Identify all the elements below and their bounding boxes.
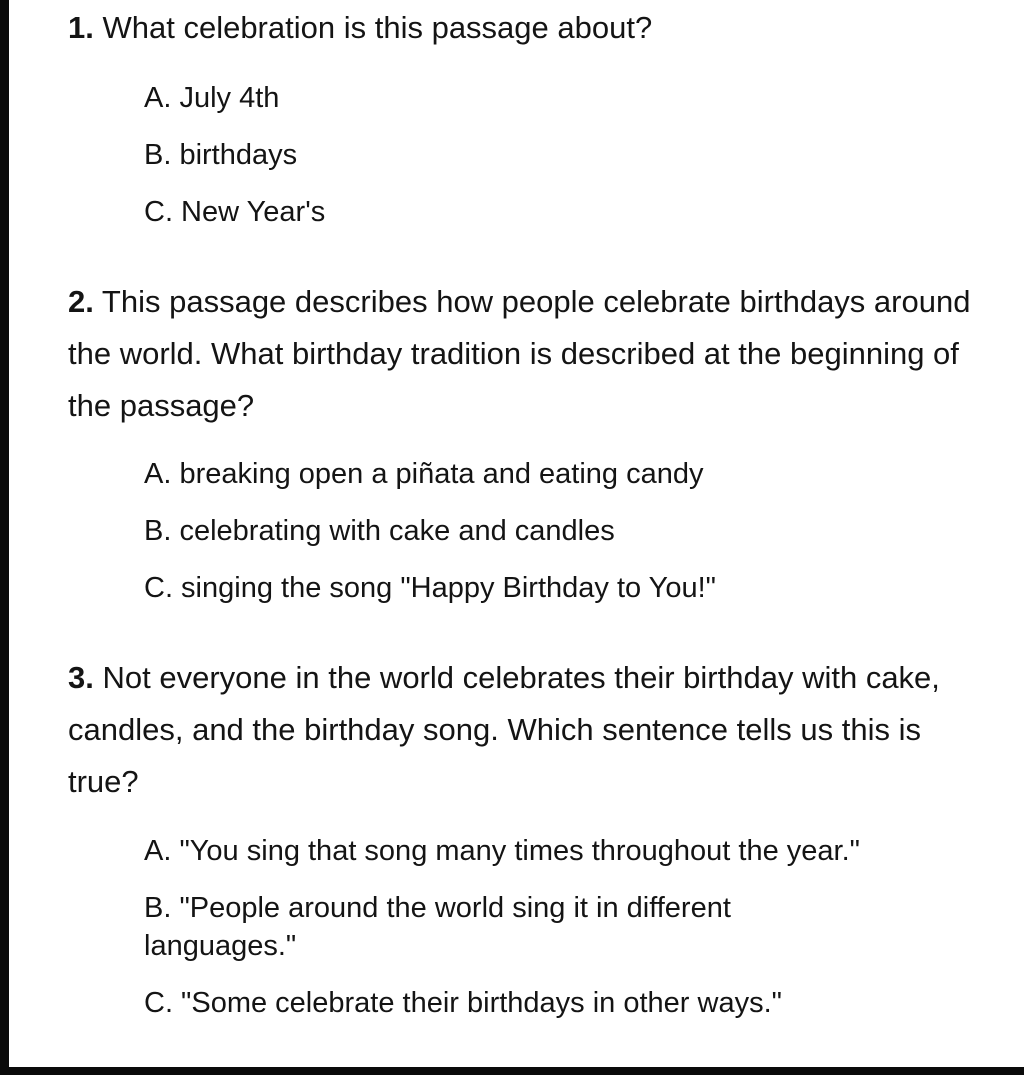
question-2-option-a[interactable]: A. breaking open a piñata and eating candy (144, 458, 704, 490)
question-1-options (144, 70, 984, 241)
question-2-text: This passage describes how people celebrate birthdays around the world. What birthday tradition is described at the beginning of the passage? (68, 284, 971, 423)
question-3-option-c[interactable]: C. "Some celebrate their birthdays in other ways." (144, 987, 782, 1019)
question-3-option-a[interactable]: A. "You sing that song many times throughout the year." (144, 835, 860, 867)
question-2-options (144, 446, 984, 617)
question-2-number: 2. (68, 284, 94, 319)
question-2 (68, 276, 988, 432)
question-3-number: 3. (68, 660, 94, 695)
question-3-option-b[interactable]: B. "People around the world sing it in different languages." (144, 892, 731, 962)
question-1-text: What celebration is this passage about? (102, 10, 653, 45)
question-2-option-c[interactable]: C. singing the song "Happy Birthday to You!" (144, 572, 716, 604)
question-3-options (144, 823, 984, 1032)
worksheet-page (9, 0, 1024, 1067)
question-2-option-b[interactable]: B. celebrating with cake and candles (144, 515, 615, 547)
question-3 (68, 652, 988, 808)
question-1-number: 1. (68, 10, 94, 45)
question-3-text: Not everyone in the world celebrates their birthday with cake, candles, and the birthday song. Which sentence tells us this is true? (68, 660, 940, 799)
question-1-option-c[interactable]: C. New Year's (144, 196, 326, 228)
question-1 (68, 2, 988, 54)
question-1-option-b[interactable]: B. birthdays (144, 139, 298, 171)
question-1-option-a[interactable]: A. July 4th (144, 82, 280, 114)
